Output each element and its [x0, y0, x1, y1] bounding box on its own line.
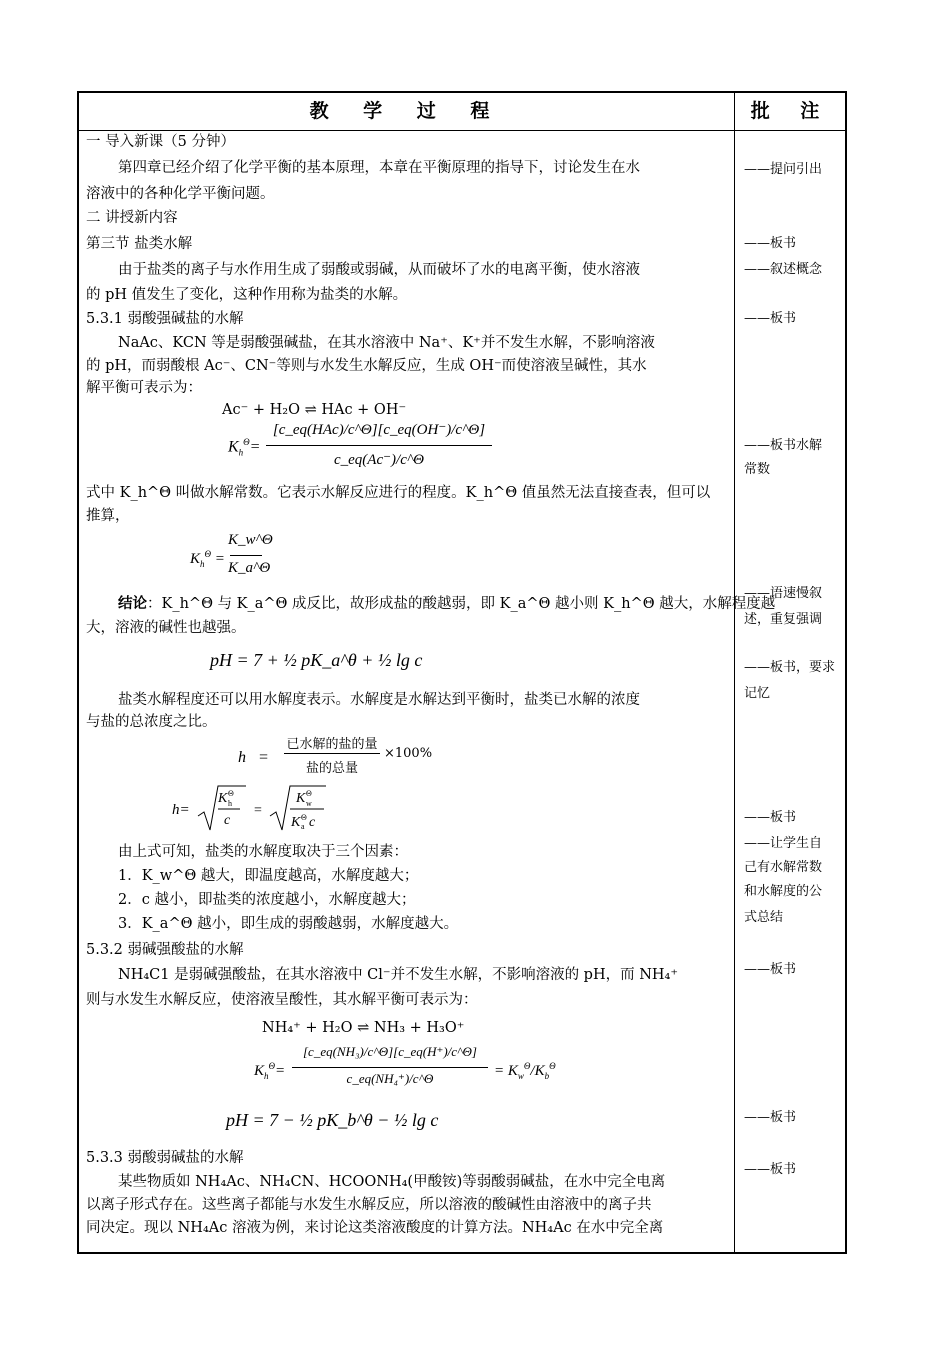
kh1-numerator: [c_eq(HAc)/c^Θ][c_eq(OH⁻)/c^Θ] [272, 422, 486, 438]
svg-text:c: c [309, 815, 316, 830]
note: 式总结 [744, 910, 784, 925]
svg-text:K: K [218, 791, 228, 806]
equation-acetate: Ac⁻ + H₂O ⇌ HAc + OH⁻ [222, 402, 407, 418]
note: 己有水解常数 [744, 860, 823, 875]
note: ——板书 [744, 810, 797, 825]
paragraph-line: 式中 K_h^Θ 叫做水解常数。它表示水解反应进行的程度。K_h^Θ 值虽然无法直接查表，但可以 [86, 485, 711, 501]
subsection-title: 5.3.1 弱酸强碱盐的水解 [86, 311, 244, 327]
kh-symbol: $K_h^\Theta$ = [190, 549, 225, 569]
section-title: 第三节 盐类水解 [86, 236, 193, 252]
ka-denominator: K_a^Θ [228, 560, 271, 576]
note: ——板书 [744, 962, 797, 977]
column-divider [734, 93, 735, 1252]
paragraph-line: 第四章已经介绍了化学平衡的基本原理，本章在平衡原理的指导下，讨论发生在水 [118, 160, 640, 176]
paragraph-line: 由于盐类的离子与水作用生成了弱酸或弱碱，从而破坏了水的电离平衡，使水溶液 [118, 262, 640, 278]
note: 和水解度的公 [744, 884, 823, 899]
paragraph-line: 溶液中的各种化学平衡问题。 [86, 186, 275, 202]
sqrt-formula-graphic [196, 782, 336, 834]
paragraph-line: 以离子形式存在。这些离子都能与水发生水解反应，所以溶液的酸碱性由溶液中的离子共 [86, 1197, 652, 1213]
h-sqrt-formula: h= [172, 802, 190, 818]
fraction-bar [284, 753, 380, 754]
list-item: 2．c 越小，即盐类的浓度越小，水解度越大； [118, 892, 416, 908]
paragraph-line: 某些物质如 NH₄Ac、NH₄CN、HCOONH₄(甲酸铵)等弱酸弱碱盐，在水中完全电离 [118, 1174, 666, 1190]
svg-text:a: a [301, 822, 305, 831]
note: ——板书 [744, 311, 797, 326]
note: ——提问引出 [744, 162, 823, 177]
paragraph-line: 推算， [86, 508, 130, 524]
paragraph-line: 解平衡可表示为： [86, 380, 202, 396]
svg-text:w: w [306, 799, 312, 808]
h-denominator: 盐的总量 [305, 761, 358, 776]
header-divider [79, 130, 845, 131]
svg-text:K: K [291, 815, 301, 830]
note: 述，重复强调 [744, 612, 823, 627]
paragraph-line: 则与水发生水解反应，使溶液呈酸性，其水解平衡可表示为： [86, 992, 478, 1008]
note: ——板书 [744, 1162, 797, 1177]
paragraph-line: NH₄C1 是弱碱强酸盐，在其水溶液中 Cl⁻并不发生水解，不影响溶液的 pH，而 NH₄⁺ [118, 967, 679, 983]
kh1-denominator: c_eq(Ac⁻)/c^Θ [333, 452, 425, 468]
intro-heading: 一 导入新课（5 分钟） [86, 134, 235, 150]
paragraph-line: NaAc、KCN 等是弱酸强碱盐，在其水溶液中 Na⁺、K⁺并不发生水解，不影响溶液 [118, 335, 655, 351]
paragraph-line: 的 pH 值发生了变化，这种作用称为盐类的水解。 [86, 287, 408, 303]
paragraph-line: 的 pH，而弱酸根 Ac⁻、CN⁻等则与水发生水解反应，生成 OH⁻而使溶液呈碱性，其水 [86, 358, 647, 374]
note: 常数 [744, 462, 771, 477]
subsection-title: 5.3.2 弱碱强酸盐的水解 [86, 942, 244, 958]
svg-text:c: c [224, 813, 231, 828]
kh3-numerator: [c_eq(NH₃)/c^Θ][c_eq(H⁺)/c^Θ] [303, 1044, 477, 1059]
note: ——板书，要求 [744, 660, 836, 675]
svg-text:h: h [228, 799, 232, 808]
list-item: 3．K_a^Θ 越小，即生成的弱酸越弱，水解度越大。 [118, 916, 459, 932]
h-numerator: 已水解的盐的量 [286, 737, 378, 752]
paragraph-line: 盐类水解程度还可以用水解度表示。水解度是水解达到平衡时，盐类已水解的浓度 [118, 692, 640, 708]
conclusion-line: 结论：K_h^Θ 与 K_a^Θ 成反比，故形成盐的酸越弱，即 K_a^Θ 越小则 K_h^Θ 越大，水解程度越 [118, 595, 776, 612]
note: ——让学生自 [744, 836, 823, 851]
note: ——板书水解 [744, 438, 823, 453]
paragraph-line: 同决定。现以 NH₄Ac 溶液为例，来讨论这类溶液酸度的计算方法。NH₄Ac 在水中完全离 [86, 1220, 664, 1236]
h-symbol: h = [238, 749, 269, 766]
kh-symbol: $K_h^\Theta=$ [254, 1061, 286, 1081]
note: ——板书 [744, 1110, 797, 1125]
h-percent: ×100% [384, 746, 433, 761]
fraction-bar [266, 445, 492, 446]
section-heading: 二 讲授新内容 [86, 210, 178, 226]
svg-text:K: K [296, 791, 306, 806]
svg-text:=: = [254, 803, 262, 818]
kw-kb-ratio: = $K_w^\Theta/K_b^\Theta$ [494, 1061, 556, 1081]
ph-formula-acid-salt: pH = 7 + ½ pK_a^θ + ½ lg c [210, 650, 423, 670]
subsection-title: 5.3.3 弱酸弱碱盐的水解 [86, 1150, 244, 1166]
equation-ammonium: NH₄⁺ + H₂O ⇌ NH₃ + H₃O⁺ [262, 1020, 465, 1036]
note: ——叙述概念 [744, 262, 823, 277]
header-notes: 批 注 [750, 100, 832, 122]
paragraph-line: 大，溶液的碱性也越强。 [86, 620, 246, 636]
paragraph-line: 与盐的总浓度之比。 [86, 714, 217, 730]
fraction-bar [292, 1067, 488, 1068]
svg-text:Θ: Θ [228, 789, 234, 798]
paragraph-line: 由上式可知，盐类的水解度取决于三个因素： [118, 844, 408, 860]
note: ——板书 [744, 236, 797, 251]
ph-formula-base-salt: pH = 7 − ½ pK_b^θ − ½ lg c [226, 1110, 439, 1130]
header-process: 教 学 过 程 [309, 100, 504, 122]
kh3-denominator: c_eq(NH₄⁺)/c^Θ [346, 1071, 434, 1086]
svg-text:Θ: Θ [306, 789, 312, 798]
note: ——语速慢叙 [744, 586, 823, 601]
note: 记忆 [744, 686, 771, 701]
list-item: 1．K_w^Θ 越大，即温度越高，水解度越大； [118, 868, 419, 884]
svg-text:Θ: Θ [301, 813, 307, 822]
kh-symbol: $K_h^\Theta=$ [228, 437, 261, 458]
fraction-bar [230, 555, 262, 556]
kw-numerator: K_w^Θ [228, 532, 273, 548]
